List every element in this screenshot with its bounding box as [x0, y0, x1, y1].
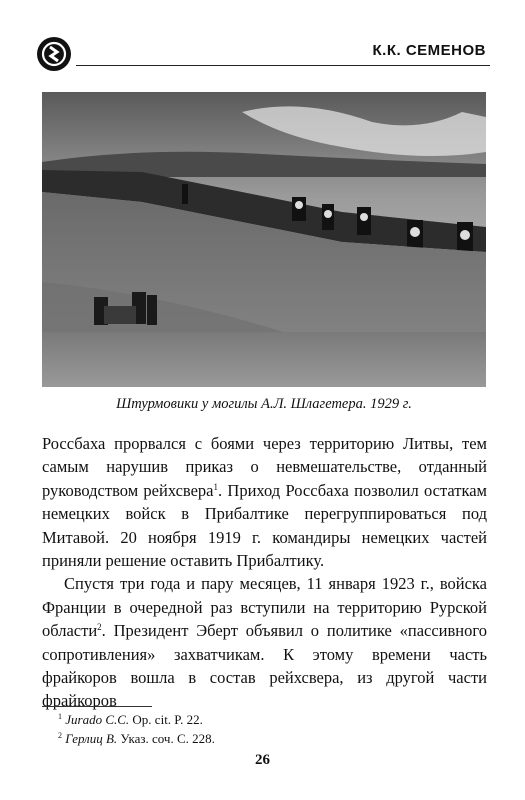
body-text: [42, 432, 487, 713]
sig-rune-circle-icon: [36, 36, 72, 72]
page-header: [36, 36, 490, 78]
footnote: $^2$ Герлиц В. Указ. соч. С. 228.: [58, 731, 215, 746]
page-number: 26: [255, 752, 270, 768]
footnote: $^1$ Jurado C.C. Op. cit. P. 22.: [58, 712, 203, 727]
historical-photograph: [42, 92, 486, 387]
paragraph: Спустя три года и пару месяцев, 11 января 1923 г., войска Франции в очередной раз вступили на территорию Рурской области$^2$. Президент Эберт объявил о политике «пассивного сопротивления» захватчикам. К этому времени часть фрайкоров вошла в состав рейхсвера, из другой части фрайкоров: [42, 574, 487, 711]
footnote-ref: 1: [213, 481, 219, 492]
footnote-ref: 2: [97, 622, 102, 633]
running-head-author: К.К. СЕМЕНОВ: [372, 42, 486, 59]
footnote-separator: [42, 706, 152, 707]
paragraph: Россбаха прорвался с боями через территорию Литвы, тем самым нарушив приказ о невмешательстве, отданный руководством рейхсвера$^1$. Приход Россбаха позволил остаткам немецких войск в Прибалтике перегруппироваться под Митавой. 20 ноября 1919 г. командиры немецких частей приняли решение оставить Прибалтику.: [42, 434, 487, 571]
footnotes: [58, 710, 478, 748]
header-rule: [76, 65, 490, 66]
photo-caption: Штурмовики у могилы А.Л. Шлагетера. 1929 г.: [116, 396, 412, 412]
